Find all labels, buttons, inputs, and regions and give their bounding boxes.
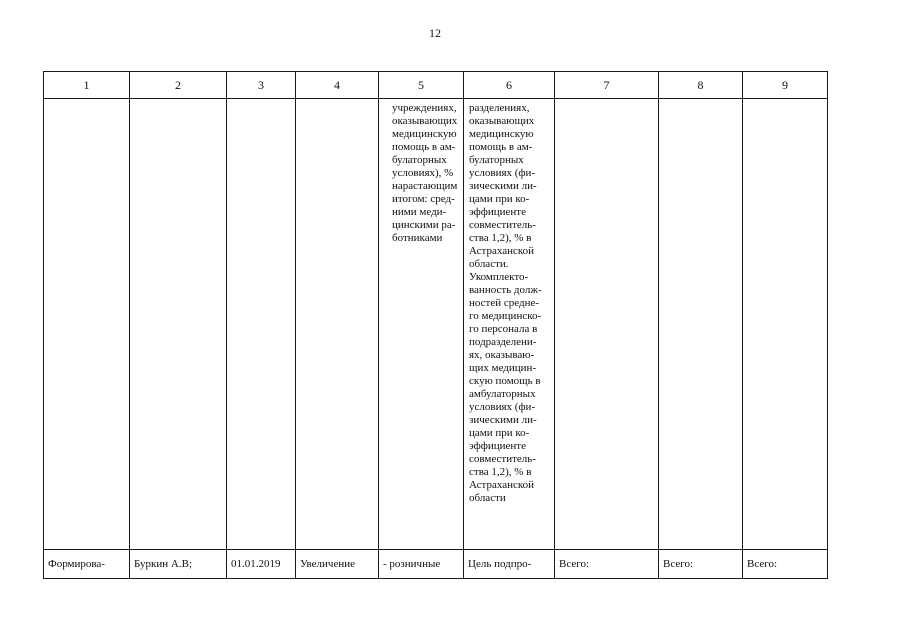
table-cell: Всего: [743, 550, 828, 579]
table-cell: Всего: [555, 550, 659, 579]
column-header-4: 4 [296, 72, 379, 99]
cell-text-col6: разделениях, оказывающих медицинскую помощь в ам- булаторных условиях (фи- зическими ли- цами при ко- эффициенте совместитель- ства 1,2), % в Астраханской области. Укомплекто- ванность долж- ностей средне- го медицинско- го персонала в подразделени- ях, оказываю- щих медицин- скую помощь в амбулаторных условиях (фи- зическими ли- цами при ко- эффициенте совместитель- ства 1,2), % в Астраханской области [469, 102, 542, 504]
column-header-1: 1 [44, 72, 130, 99]
column-header-7: 7 [555, 72, 659, 99]
table-cell: 01.01.2019 [227, 550, 296, 579]
table-cell: Всего: [659, 550, 743, 579]
column-header-8: 8 [659, 72, 743, 99]
table-cell [44, 99, 130, 550]
table-cell [130, 99, 227, 550]
document-table [43, 71, 828, 579]
table-row [44, 99, 828, 550]
table-cell: Формирова- [44, 550, 130, 579]
column-header-5: 5 [379, 72, 464, 99]
table-cell: - розничные [379, 550, 464, 579]
table-row [44, 550, 828, 579]
page-number: 12 [429, 26, 441, 40]
table-cell [659, 99, 743, 550]
column-header-9: 9 [743, 72, 828, 99]
cell-text-col5: учреждениях, оказывающих медицинскую помощь в ам- булаторных условиях), % нарастающим итогом: сред- ними меди- цинскими ра- ботниками [392, 102, 458, 244]
column-header-3: 3 [227, 72, 296, 99]
table-cell: Буркин А.В; [130, 550, 227, 579]
header-row [44, 72, 828, 99]
table-cell [464, 99, 555, 550]
table-cell [227, 99, 296, 550]
table-cell [296, 99, 379, 550]
table-cell [379, 99, 464, 550]
table-cell [743, 99, 828, 550]
column-header-2: 2 [130, 72, 227, 99]
table-cell: Цель подпро- [464, 550, 555, 579]
table-cell: Увеличение [296, 550, 379, 579]
table-cell [555, 99, 659, 550]
column-header-6: 6 [464, 72, 555, 99]
